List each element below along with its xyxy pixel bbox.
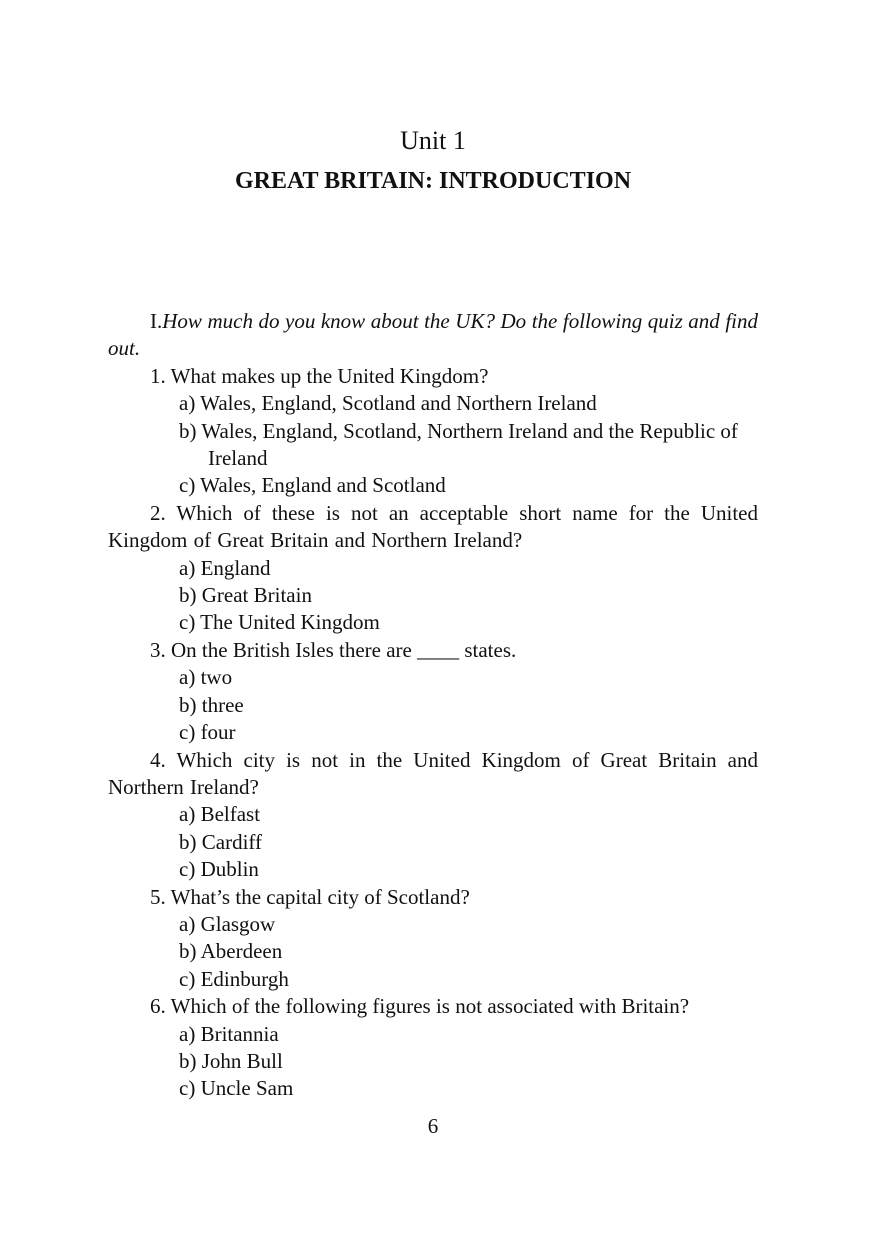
task-number: I. [150,309,163,333]
question-6-option-a: a) Britannia [179,1021,279,1046]
question-2: 2. Which of these is not an acceptable short name for the United Kingdom of Great Britain and Northern Ireland? [108,500,758,553]
page-number: 6 [427,1114,439,1138]
unit-label: Unit 1 [400,126,466,155]
question-6-option-c: c) Uncle Sam [179,1076,294,1101]
question-5: 5. What’s the capital city of Scotland? [150,884,470,909]
question-6: 6. Which of the following figures is not associated with Britain? [150,994,690,1019]
question-1-option-b: b) Wales, England, Scotland, Northern Ireland and the Republic of Ireland [179,418,738,471]
question-4: 4. Which city is not in the United Kingdom of Great Britain and Northern Ireland? [108,747,758,799]
question-4-option-a: a) Belfast [179,802,261,827]
question-3-option-c: c) four [179,720,236,745]
quiz-content [108,308,758,1103]
question-1-option-c: c) Wales, England and Scotland [179,473,446,498]
question-3-option-b: b) three [179,692,244,717]
question-5-option-c: c) Edinburgh [179,966,289,991]
question-1: 1. What makes up the United Kingdom? [150,363,489,388]
question-4-option-c: c) Dublin [179,857,259,882]
question-1-option-a: a) Wales, England, Scotland and Northern Ireland [179,391,597,416]
question-5-option-b: b) Aberdeen [179,939,283,964]
unit-title: GREAT BRITAIN: INTRODUCTION [234,168,632,194]
question-3-option-a: a) two [179,665,233,690]
question-4-option-b: b) Cardiff [179,829,263,854]
question-6-option-b: b) John Bull [179,1048,283,1073]
question-2-option-b: b) Great Britain [179,583,312,608]
question-3: 3. On the British Isles there are ____ states. [150,637,517,662]
task-instruction [108,308,758,363]
question-5-option-a: a) Glasgow [179,911,276,936]
question-2-option-c: c) The United Kingdom [179,610,380,635]
task-instruction-text: How much do you know about the UK? Do the following quiz and find out. [108,309,758,361]
question-2-option-a: a) England [179,555,271,580]
